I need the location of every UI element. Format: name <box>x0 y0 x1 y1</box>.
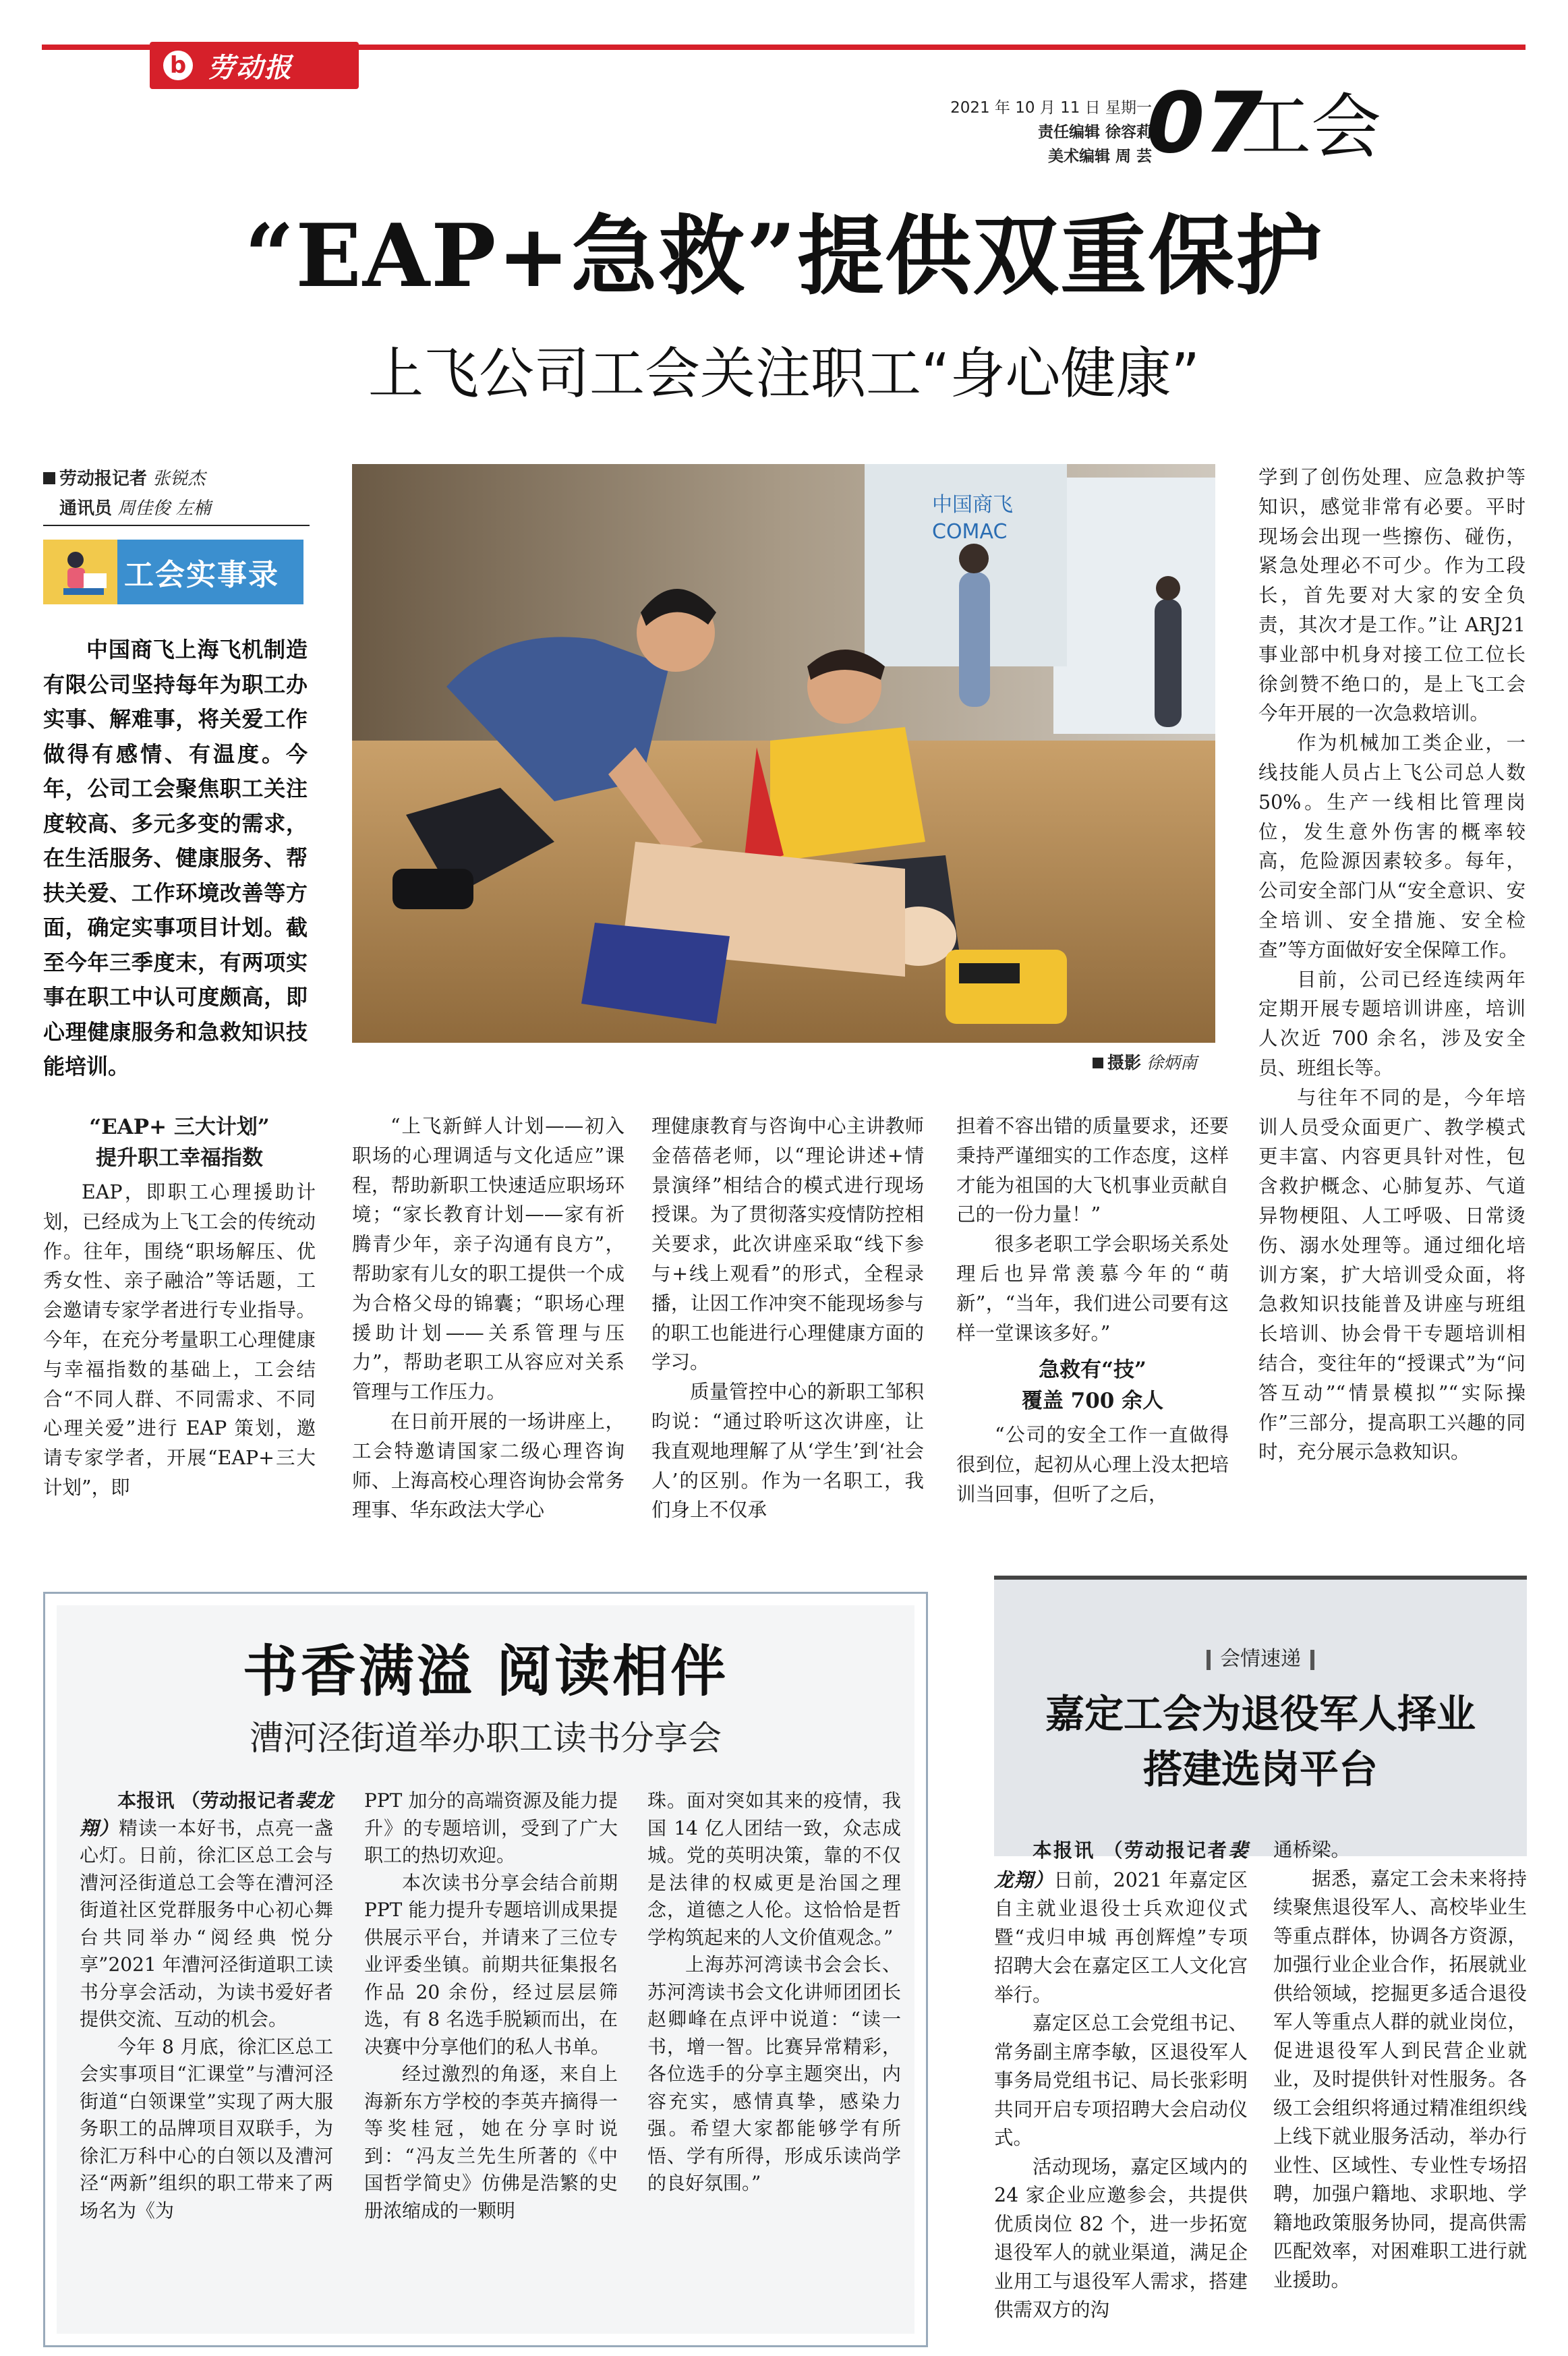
section-heading-1 <box>43 1112 316 1174</box>
reading-col2-p2: 本次读书分享会结合前期 PPT 能力提升专题培训成果提供展示平台，并请来了三位专业评委坐镇。前期共征集报名作品 20 余份，经过层层筛选，有 8 名选手脱颖而出，在决赛中分享他们的私人书单。 <box>364 1871 618 2058</box>
reading-column-1 <box>80 1787 333 2224</box>
reading-col2-p1: PPT 加分的高端资源及能力提升》的专题培训，受到了广大职工的热切欢迎。 <box>364 1789 618 1866</box>
column-3-paragraph-1: 理健康教育与咨询中心主讲教师金蓓蓓老师，以“理论讲述+情景演绎”相结合的模式进行现场授课。为了贯彻落实疫情防控相关要求，此次讲座采取“线下参与+线上观看”的形式，全程录播，让因工作冲突不能现场参与的职工也能进行心理健康方面的学习。 <box>651 1115 924 1374</box>
reading-col1-text: 精读一本好书，点亮一盏心灯。日前，徐汇区总工会与漕河泾街道总工会等在漕河泾街道社区党群服务中心初心舞台共同举办“阅经典 悦分享”2021 年漕河泾街道职工读书分享会活动，为读书爱好者提供交流、互动的机会。 <box>80 1816 333 2030</box>
column-banner-text: 工会实事录 <box>124 558 279 592</box>
person-reading-icon <box>43 540 117 604</box>
square-bullet-icon <box>43 472 55 484</box>
veterans-column-2 <box>1273 1836 1527 2295</box>
reading-article-title: 书香满溢 阅读相伴 <box>242 1639 729 1704</box>
section-heading-2 <box>956 1354 1229 1416</box>
article1-column-4 <box>956 1112 1229 1510</box>
column-4-paragraph-3: “公司的安全工作一直做得很到位，起初从心理上没太把培训当回事，但听了之后， <box>956 1424 1229 1505</box>
responsible-editor: 责任编辑 徐容莉 <box>1037 123 1152 141</box>
article1-column-2 <box>352 1112 625 1525</box>
reading-col1-p2: 今年 8 月底，徐汇区总工会实事项目“汇课堂”与漕河泾街道“白领课堂”实现了两大服务职工的品牌项目双联手，为徐汇万科中心的白领以及漕河泾“两新”组织的职工带来了两场名为《为 <box>80 2035 333 2222</box>
logo-badge-icon: b <box>163 51 193 80</box>
reading-article-subtitle: 漕河泾街道举办职工读书分享会 <box>250 1719 722 1758</box>
article-headline: “EAP+急救”提供双重保护 <box>244 206 1324 307</box>
header-meta <box>936 96 1152 169</box>
article-lead <box>43 633 308 1085</box>
article1-right-column <box>1258 463 1526 1467</box>
photo-sign-cn: 中国商飞 <box>932 493 1013 517</box>
reading-column-2 <box>364 1787 618 2224</box>
section-heading-2-line1: 急救有“技” <box>1039 1358 1146 1383</box>
square-bullet-icon <box>1093 1058 1103 1068</box>
news-flash-tag <box>994 1642 1527 1671</box>
right-paragraph-4: 与往年不同的是，今年培训人员受众面更广、教学模式更丰富、内容更具针对性，包含救护概念、心肺复苏、气道异物梗阻、人工呼吸、日常烫伤、溺水处理等。通过细化培训方案，扩大培训受众面，将急救知识技能普及讲座与班组长培训、协会骨干专题培训相结合，变往年的“授课式”为“问答互动”“情景模拟”“实际操作”三部分，提高职工兴趣的同时，充分展示急救知识。 <box>1258 1086 1526 1464</box>
right-paragraph-2: 作为机械加工类企业，一线技能人员占上飞公司总人数 50%。生产一线相比管理岗位，发生意外伤害的概率较高，危险源因素较多。每年，公司安全部门从“安全意识、安全培训、安全措施、安全检查”等方面做好安全保障工作。 <box>1258 732 1526 961</box>
news-flash-tag-text: 会情速递 <box>1220 1647 1301 1671</box>
veterans-title-line1: 嘉定工会为退役军人择业 <box>1045 1691 1476 1737</box>
issue-date: 2021 年 10 月 11 日 星期一 <box>950 99 1152 117</box>
photo-caption <box>1093 1050 1197 1074</box>
byline <box>43 464 313 526</box>
section-name: 工会 <box>1241 86 1382 168</box>
veterans-article-title <box>994 1686 1527 1797</box>
tag-bar-left-icon <box>1207 1650 1211 1670</box>
art-editor: 美术编辑 周 芸 <box>1047 148 1152 165</box>
reading-lead <box>80 1787 333 2034</box>
column-3-paragraph-2: 质量管控中心的新职工邹积昀说：“通过聆听这次讲座，让我直观地理解了从‘学生’到‘社会人’的区别。作为一名职工，我们身上不仅承 <box>651 1381 924 1522</box>
page-number: 07 <box>1146 75 1263 172</box>
veterans-col2-p2: 据悉，嘉定工会未来将持续聚焦退役军人、高校毕业生等重点群体，协调各方资源，加强行业企业合作，拓展就业供给领域，挖掘更多适合退役军人等重点人群的就业岗位，促进退役军人到民营企业就业，及时提供针对性服务。各级工会组织将通过精准组织线上线下就业服务活动，举办行业性、区域性、专业性专场招聘，加强户籍地、求职地、学籍地政策服务协同，提高供需匹配效率，对困难职工进行就业援助。 <box>1273 1867 1527 2291</box>
masthead-logo <box>150 42 359 89</box>
cpr-training-photo <box>352 464 1215 1043</box>
reading-column-3 <box>647 1787 901 2197</box>
reading-lead-reporter: 裴龙翔） <box>80 1789 333 1839</box>
byline-reporter: 张锐杰 <box>152 469 206 489</box>
right-paragraph-1: 学到了创伤处理、应急救护等知识，感觉非常有必要。平时现场会出现一些擦伤、碰伤，紧急处理必不可少。作为工段长，首先要对大家的安全负责，其次才是工作。”让 ARJ21 事业部中机身对接工位工位长徐剑赞不绝口的，是上飞工会今年开展的一次急救培训。 <box>1258 466 1526 725</box>
veterans-col1-p2: 嘉定区总工会党组书记、常务副主席李敏，区退役军人事务局党组书记、局长张彩明共同开启专项招聘大会启动仪式。 <box>994 2012 1248 2149</box>
article1-column-3 <box>651 1112 924 1525</box>
veterans-col1-p3: 活动现场，嘉定区域内的 24 家企业应邀参会，共提供优质岗位 82 个，进一步拓宽退役军人的就业渠道，满足企业用工与退役军人需求，搭建供需双方的沟 <box>994 2155 1248 2321</box>
byline-correspondent-label: 通讯员 <box>59 498 113 519</box>
tag-bar-right-icon <box>1310 1650 1314 1670</box>
veterans-title-line2: 搭建选岗平台 <box>1142 1746 1378 1792</box>
column-4-paragraph-1: 担着不容出错的质量要求，还要秉持严谨细实的工作态度，这样才能为祖国的大飞机事业贡献自己的一份力量！” <box>956 1115 1229 1226</box>
veterans-col1-text: 日前，2021 年嘉定区自主就业退役士兵欢迎仪式暨“戎归申城 再创辉煌”专项招聘大会在嘉定区工人文化宫举行。 <box>994 1868 1248 2006</box>
veterans-column-1 <box>994 1836 1248 2325</box>
photo-illustration <box>352 464 1215 1043</box>
reading-col3-p2: 上海苏河湾读书会会长、苏河湾读书会文化讲师团团长赵卿峰在点评中说道：“读一书，增一智。比赛异常精彩，各位选手的分享主题突出，内容充实，感情真挚，感染力强。希望大家都能够学有所悟、学有所得，形成乐读尚学的良好氛围。” <box>647 1953 901 2194</box>
section-heading-1-line1: “EAP+ 三大计划” <box>89 1115 270 1139</box>
right-paragraph-3: 目前，公司已经连续两年定期开展专题培训讲座，培训人次近 700 余名，涉及安全员、班组长等。 <box>1258 968 1526 1079</box>
byline-correspondent: 周佳俊 左楠 <box>117 498 211 519</box>
photo-sign-en: COMAC <box>932 520 1008 544</box>
column-4-paragraph-2: 很多老职工学会职场关系处理后也异常羡慕今年的“萌新”，“当年，我们进公司要有这样一堂课该多好。” <box>956 1233 1229 1344</box>
reading-lead-label: 本报讯 （劳动报记者 <box>117 1789 295 1812</box>
veterans-lead-label: 本报讯 （劳动报记者 <box>1033 1839 1229 1862</box>
veterans-lead <box>994 1836 1248 2009</box>
byline-reporter-label: 劳动报记者 <box>59 469 148 489</box>
section-heading-2-line2: 覆盖 700 余人 <box>1021 1389 1164 1414</box>
column-banner <box>43 540 303 604</box>
article1-column-1 <box>43 1112 316 1503</box>
byline-rule <box>43 525 310 526</box>
column-2-paragraph-2: 在日前开展的一场讲座上，工会特邀请国家二级心理咨询师、上海高校心理咨询协会常务理事、华东政法大学心 <box>352 1410 625 1522</box>
veterans-col2-p1: 通桥梁。 <box>1273 1839 1351 1861</box>
veterans-lead-reporter: 裴龙翔） <box>994 1839 1248 1891</box>
article-subheadline: 上飞公司工会关注职工“身心健康” <box>368 342 1200 406</box>
photo-caption-label: 摄影 <box>1107 1053 1142 1072</box>
section-heading-1-line2: 提升职工幸福指数 <box>96 1146 263 1170</box>
reading-col2-p3: 经过激烈的角逐，来自上海新东方学校的李英卉摘得一等奖桂冠，她在分享时说到：“冯友兰先生所著的《中国哲学简史》仿佛是浩繁的史册浓缩成的一颗明 <box>364 2063 618 2222</box>
lead-paragraph: 中国商飞上海飞机制造有限公司坚持每年为职工办实事、解难事，将关爱工作做得有感情、有温度。今年，公司工会聚焦职工关注度较高、多元多变的需求，在生活服务、健康服务、帮扶关爱、工作环境改善等方面，确定实事项目计划。截至今年三季度末，有两项实事在职工中认可度颇高，即心理健康服务和急救知识技能培训。 <box>43 637 308 1079</box>
paper-name: 劳动报 <box>208 51 293 84</box>
column-2-paragraph-1: “上飞新鲜人计划——初入职场的心理调适与文化适应”课程，帮助新职工快速适应职场环境；“家长教育计划——家有祈腾青少年，亲子沟通有良方”，帮助家有儿女的职工提供一个成为合格父母的锦囊；“职场心理援助计划——关系管理与压力”，帮助老职工从容应对关系管理与工作压力。 <box>352 1115 625 1404</box>
photo-caption-name: 徐炳南 <box>1146 1053 1197 1072</box>
reading-col3-p1: 珠。面对突如其来的疫情，我国 14 亿人团结一致，众志成城。党的英明决策，靠的不仅是法律的权威更是治国之理念，道德之人伦。这恰恰是哲学构筑起来的人文价值观念。” <box>647 1789 901 1949</box>
column-1-paragraph: EAP，即职工心理援助计划，已经成为上飞工会的传统动作。往年，围绕“职场解压、优秀女性、亲子融洽”等话题，工会邀请专家学者进行专业指导。今年，在充分考量职工心理健康与幸福指数的基础上，工会结合“不同人群、不同需求、不同心理关爱”进行 EAP 策划，邀请专家学者，开展“EAP+三大计划”，即 <box>43 1181 316 1499</box>
